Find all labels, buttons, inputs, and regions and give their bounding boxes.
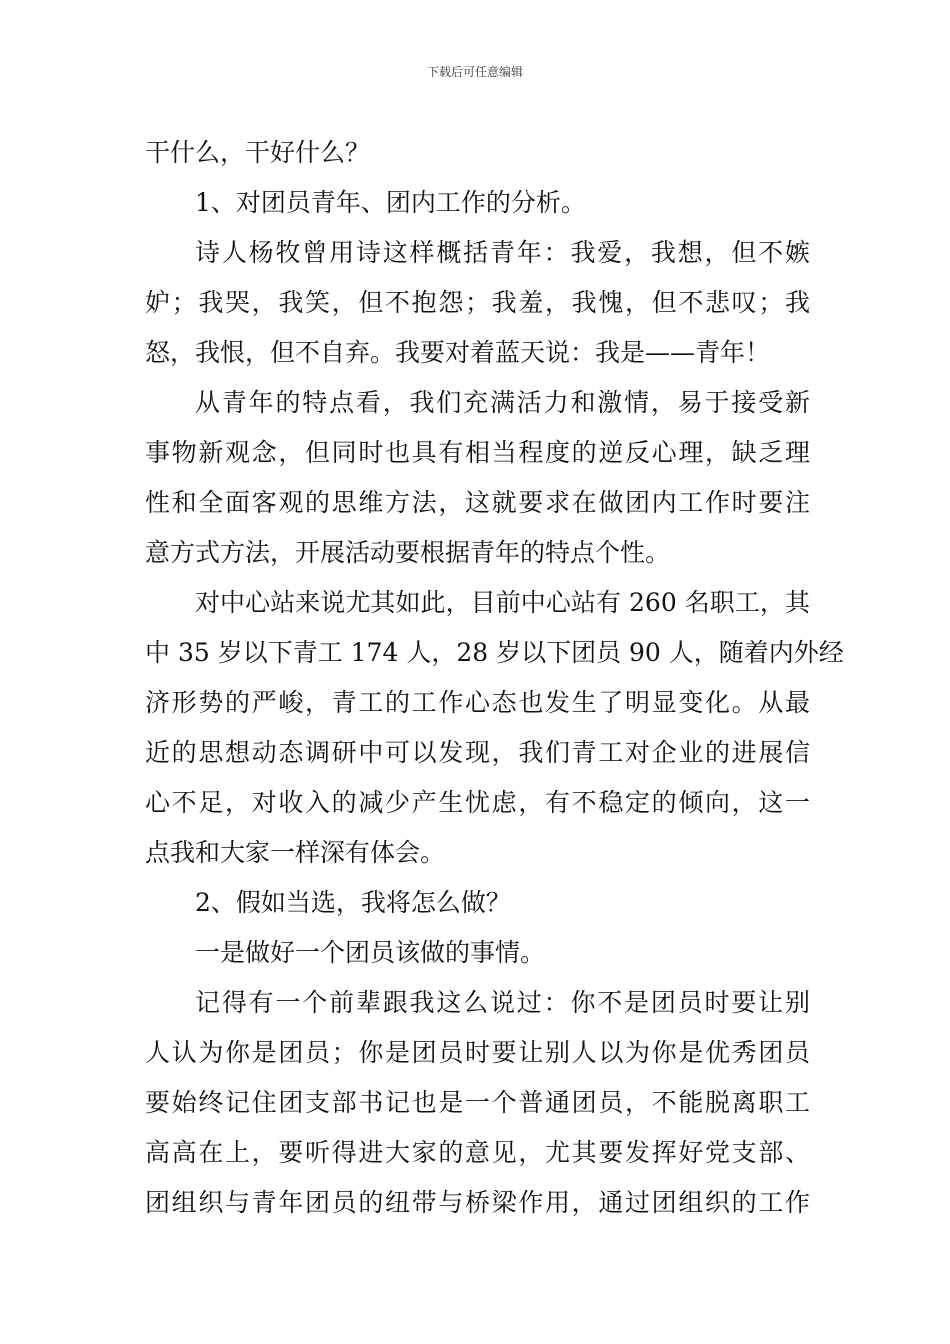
- text-line: 高高在上，要听得进大家的意见，尤其要发挥好党支部、: [145, 1138, 810, 1167]
- text-line: 事物新观念，但同时也具有相当程度的逆反心理，缺乏理: [145, 438, 810, 467]
- text-line: 妒；我哭，我笑，但不抱怨；我羞，我愧，但不悲叹；我: [145, 288, 810, 317]
- text-line: 怒，我恨，但不自弃。我要对着蓝天说：我是——青年！: [145, 338, 771, 367]
- text-line: 点我和大家一样深有体会。: [145, 838, 446, 867]
- text-line: 诗人杨牧曾用诗这样概括青年：我爱，我想，但不嫉: [195, 238, 810, 267]
- text-line: 济形势的严峻，青工的工作心态也发生了明显变化。从最: [145, 688, 810, 717]
- section-heading: 2、假如当选，我将怎么做？: [195, 888, 511, 917]
- text-line: 人认为你是团员；你是团员时要让别人以为你是优秀团员: [145, 1038, 810, 1067]
- page-header: 下载后可任意编辑: [426, 65, 523, 79]
- text-line: 中 35 岁以下青工 174 人，28 岁以下团员 90 人，随着内外经: [145, 638, 844, 667]
- document-body: [145, 128, 844, 1228]
- text-line: 一是做好一个团员该做的事情。: [195, 938, 546, 967]
- text-line: 干什么，干好什么？: [145, 138, 371, 167]
- text-line: 从青年的特点看，我们充满活力和激情，易于接受新: [195, 388, 810, 417]
- text-line: 心不足，对收入的减少产生忧虑，有不稳定的倾向，这一: [145, 788, 810, 817]
- text-line: 对中心站来说尤其如此，目前中心站有 260 名职工，其: [195, 588, 810, 617]
- text-line: 记得有一个前辈跟我这么说过：你不是团员时要让别: [195, 988, 810, 1017]
- text-line: 意方式方法，开展活动要根据青年的特点个性。: [145, 538, 671, 567]
- text-line: 性和全面客观的思维方法，这就要求在做团内工作时要注: [145, 488, 810, 517]
- text-line: 团组织与青年团员的纽带与桥梁作用，通过团组织的工作: [145, 1188, 810, 1217]
- text-line: 要始终记住团支部书记也是一个普通团员，不能脱离职工: [145, 1088, 810, 1117]
- section-heading: 1、对团员青年、团内工作的分析。: [195, 188, 586, 217]
- text-line: 近的思想动态调研中可以发现，我们青工对企业的进展信: [145, 738, 810, 767]
